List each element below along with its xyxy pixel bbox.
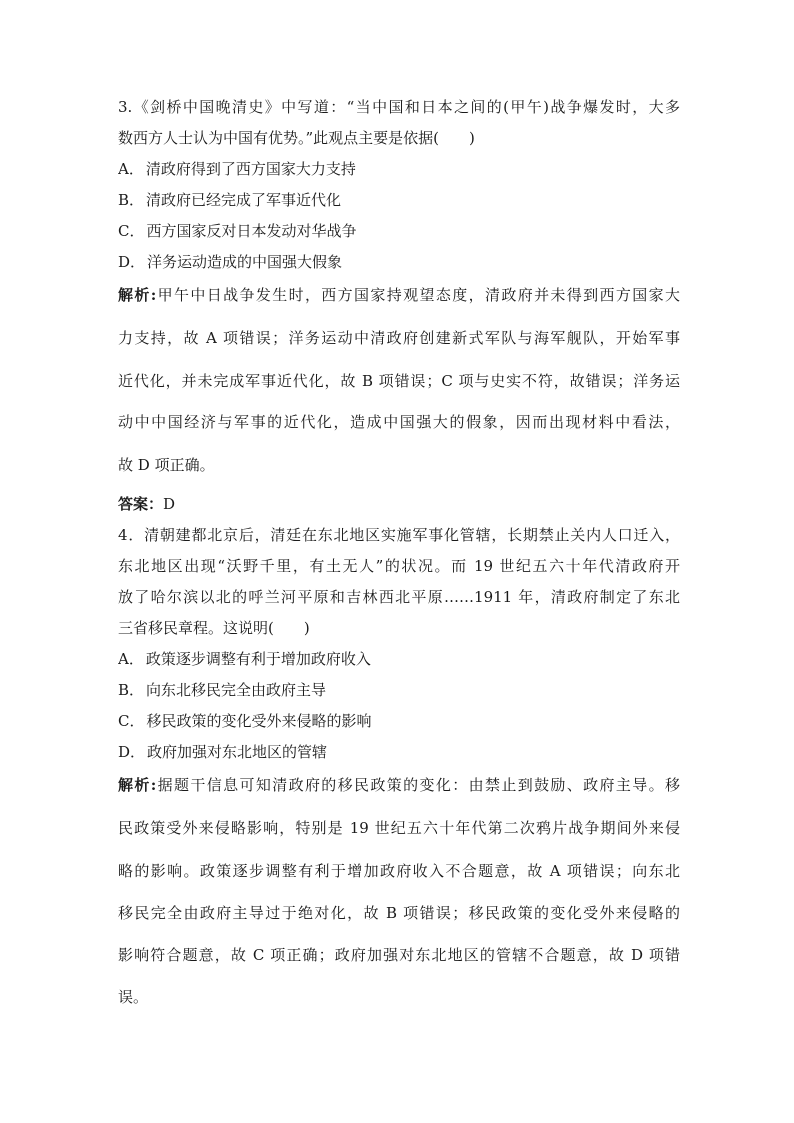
q3-option-d-text: 洋务运动造成的中国强大假象 <box>147 253 343 271</box>
q4-option-a-label: A． <box>118 650 144 668</box>
q3-analysis-label: 解析: <box>118 286 157 304</box>
q4-option-d-text: 政府加强对东北地区的管辖 <box>147 743 328 761</box>
q3-option-b <box>118 190 680 210</box>
q3-answer-label: 答案： <box>118 495 164 513</box>
q4-analysis-line-2: 民政策受外来侵略影响，特别是 19 世纪五六十年代第二次鸦片战争期间外来侵 <box>118 819 680 837</box>
q3-answer <box>118 494 680 514</box>
q3-analysis-line-5: 故 D 项正确。 <box>118 456 215 474</box>
q4-option-c-text: 移民政策的变化受外来侵略的影响 <box>146 712 372 730</box>
q3-option-c-label: C． <box>118 222 145 240</box>
q4-stem-line-3: 放了哈尔滨以北的呼兰河平原和吉林西北平原……1911 年，清政府制定了东北 <box>118 588 680 606</box>
q4-analysis-line-4: 移民完全由政府主导过于绝对化，故 B 项错误；移民政策的变化受外来侵略的 <box>118 904 680 922</box>
q4-option-d-label: D． <box>118 743 146 761</box>
q3-option-c <box>118 221 680 241</box>
q3-option-a <box>118 159 680 179</box>
q4-stem-line-2: 东北地区出现“沃野千里，有土无人”的状况。而 19 世纪五六十年代清政府开 <box>118 557 680 575</box>
q3-option-d <box>118 252 680 272</box>
q4-option-b-label: B． <box>118 681 145 699</box>
q4-option-b <box>118 680 680 700</box>
q4-option-c <box>118 711 680 731</box>
q3-option-c-text: 西方国家反对日本发动对华战争 <box>146 222 357 240</box>
q4-option-d <box>118 742 680 762</box>
q3-option-a-label: A． <box>118 160 144 178</box>
q3-option-b-label: B． <box>118 191 145 209</box>
q4-analysis-line-3: 略的影响。政策逐步调整有利于增加政府收入不合题意，故 A 项错误；向东北 <box>118 862 680 880</box>
q3-stem-line-2: 数西方人士认为中国有优势。”此观点主要是依据( ) <box>118 129 475 147</box>
q4-option-a <box>118 649 680 669</box>
q3-analysis-line-4: 动中中国经济与军事的近代化，造成中国强大的假象，因而出现材料中看法， <box>118 413 680 431</box>
q4-stem-line-4: 三省移民章程。这说明( ) <box>118 619 310 637</box>
q3-option-d-label: D． <box>118 253 146 271</box>
q4-option-a-text: 政策逐步调整有利于增加政府收入 <box>145 650 371 668</box>
q4-analysis-line-1 <box>118 775 680 795</box>
q3-option-b-text: 清政府已经完成了军事近代化 <box>146 191 342 209</box>
q4-analysis-text-1: 据题干信息可知清政府的移民政策的变化：由禁止到鼓励、政府主导。移 <box>156 776 680 794</box>
q3-analysis-line-1 <box>118 285 680 305</box>
q3-analysis-line-2: 力支持，故 A 项错误；洋务运动中清政府创建新式军队与海军舰队，开始军事 <box>118 329 680 347</box>
q3-analysis-text-1: 甲午中日战争发生时，西方国家持观望态度，清政府并未得到西方国家大 <box>156 286 680 304</box>
q4-analysis-line-6: 误。 <box>118 988 149 1006</box>
q4-analysis-line-5: 影响符合题意，故 C 项正确；政府加强对东北地区的管辖不合题意，故 D 项错 <box>118 946 680 964</box>
q3-option-a-text: 清政府得到了西方国家大力支持 <box>145 160 356 178</box>
q4-stem-line-1: 4．清朝建都北京后，清廷在东北地区实施军事化管辖，长期禁止关内人口迁入， <box>118 526 680 544</box>
q3-stem-line-1: 3.《剑桥中国晚清史》中写道：“当中国和日本之间的(甲午)战争爆发时，大多 <box>118 98 680 116</box>
q4-analysis-label: 解析: <box>118 776 157 794</box>
q4-option-c-label: C． <box>118 712 145 730</box>
q3-answer-value: D <box>163 495 176 513</box>
q4-option-b-text: 向东北移民完全由政府主导 <box>146 681 327 699</box>
q3-analysis-line-3: 近代化，并未完成军事近代化，故 B 项错误；C 项与史实不符，故错误；洋务运 <box>118 372 680 390</box>
